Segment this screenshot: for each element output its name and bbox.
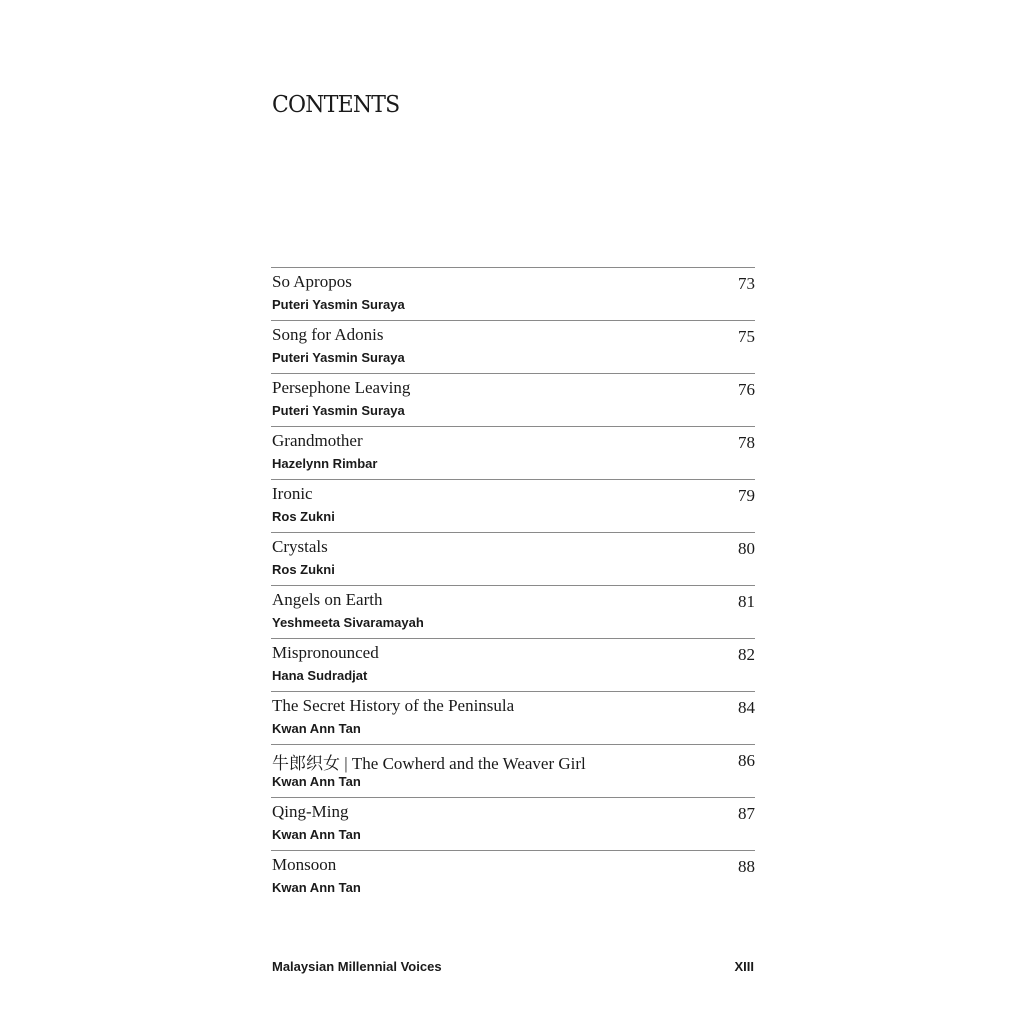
entry-title: Qing-Ming xyxy=(272,802,349,821)
toc-entry[interactable] xyxy=(271,797,755,850)
footer-book-title: Malaysian Millennial Voices xyxy=(272,959,442,974)
toc-entry[interactable] xyxy=(271,320,755,373)
toc-entry[interactable] xyxy=(271,850,755,903)
entry-title: Grandmother xyxy=(272,431,363,450)
entry-page-number: 78 xyxy=(738,433,755,452)
toc-entry[interactable] xyxy=(271,267,755,320)
entry-page-number: 88 xyxy=(738,857,755,876)
entry-author: Puteri Yasmin Suraya xyxy=(272,403,405,418)
page-title: CONTENTS xyxy=(272,92,400,119)
entry-title: So Apropos xyxy=(272,272,352,291)
entry-page-number: 80 xyxy=(738,539,755,558)
entry-author: Ros Zukni xyxy=(272,509,335,524)
entry-page-number: 73 xyxy=(738,274,755,293)
toc-entry[interactable] xyxy=(271,638,755,691)
entry-author: Ros Zukni xyxy=(272,562,335,577)
entry-author: Kwan Ann Tan xyxy=(272,721,361,736)
entry-title: Angels on Earth xyxy=(272,590,383,609)
entry-author: Hazelynn Rimbar xyxy=(272,456,378,471)
entry-author: Yeshmeeta Sivaramayah xyxy=(272,615,424,630)
toc-entry[interactable] xyxy=(271,585,755,638)
entry-title: Mispronounced xyxy=(272,643,379,662)
entry-page-number: 86 xyxy=(738,751,755,770)
entry-page-number: 76 xyxy=(738,380,755,399)
entry-title: Monsoon xyxy=(272,855,337,874)
toc-entry[interactable] xyxy=(271,479,755,532)
entry-page-number: 75 xyxy=(738,327,755,346)
entry-page-number: 82 xyxy=(738,645,755,664)
entry-page-number: 84 xyxy=(738,698,755,717)
footer-page-number: XIII xyxy=(734,959,754,974)
entry-page-number: 87 xyxy=(738,804,755,823)
entry-author: Kwan Ann Tan xyxy=(272,774,361,789)
toc-entry[interactable] xyxy=(271,373,755,426)
entry-author: Puteri Yasmin Suraya xyxy=(272,350,405,365)
toc-entry[interactable] xyxy=(271,744,755,797)
entry-author: Hana Sudradjat xyxy=(272,668,368,683)
entry-title: Ironic xyxy=(272,484,313,503)
entry-title: Song for Adonis xyxy=(272,325,384,344)
entry-title: Crystals xyxy=(272,537,328,556)
entry-page-number: 81 xyxy=(738,592,755,611)
table-of-contents xyxy=(271,267,755,903)
entry-author: Puteri Yasmin Suraya xyxy=(272,297,405,312)
toc-entry[interactable] xyxy=(271,691,755,744)
entry-title: 牛郎织女 | The Cowherd and the Weaver Girl xyxy=(272,754,586,773)
entry-title: The Secret History of the Peninsula xyxy=(272,696,515,715)
entry-author: Kwan Ann Tan xyxy=(272,880,361,895)
entry-author: Kwan Ann Tan xyxy=(272,827,361,842)
toc-entry[interactable] xyxy=(271,426,755,479)
entry-page-number: 79 xyxy=(738,486,755,505)
toc-entry[interactable] xyxy=(271,532,755,585)
entry-title: Persephone Leaving xyxy=(272,378,411,397)
